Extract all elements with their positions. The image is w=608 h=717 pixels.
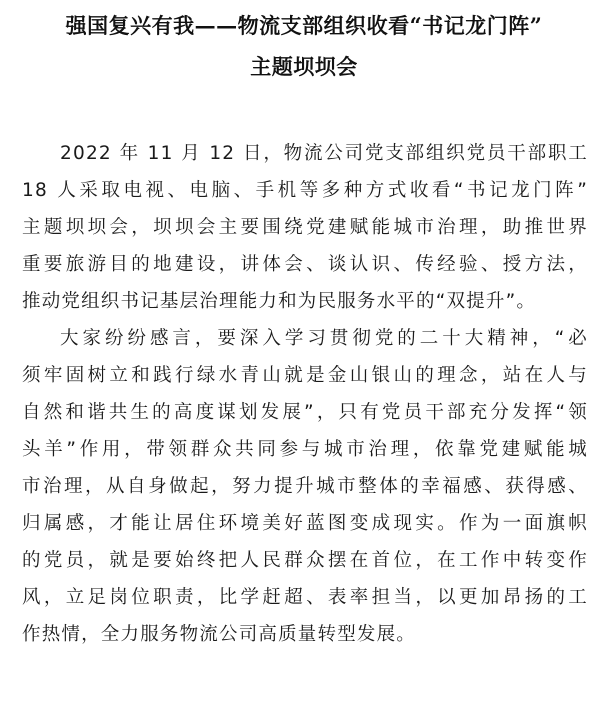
- text-line: 市治理，从自身做起，努力提升城市整体的幸福感、获得感、: [22, 476, 588, 497]
- text-line: 的党员，就是要始终把人民群众摆在首位，在工作中转变作: [22, 550, 588, 571]
- text-line: 自然和谐共生的高度谋划发展”，只有党员干部充分发挥“领: [22, 402, 588, 423]
- text-line: 作热情，全力服务物流公司高质量转型发展。: [22, 624, 417, 645]
- text-line: 推动党组织书记基层治理能力和为民服务水平的“双提升”。: [22, 291, 537, 312]
- paragraph-1: [22, 135, 588, 320]
- text-line: 大家纷纷感言，要深入学习贯彻党的二十大精神，“必: [60, 328, 588, 349]
- text-line: 归属感，才能让居住环境美好蓝图变成现实。作为一面旗帜: [22, 513, 588, 534]
- article-title-line-2: 主题坝坝会: [250, 54, 358, 79]
- text-line: 重要旅游目的地建设，讲体会、谈认识、传经验、授方法，: [22, 254, 588, 275]
- text-line: 风，立足岗位职责，比学赶超、表率担当，以更加昂扬的工: [22, 587, 588, 608]
- paragraph-2: [22, 320, 588, 653]
- text-line: 头羊”作用，带领群众共同参与城市治理，依靠党建赋能城: [22, 439, 588, 460]
- article-title-line-1: 强国复兴有我——物流支部组织收看“书记龙门阵”: [65, 13, 543, 38]
- text-line: 须牢固树立和践行绿水青山就是金山银山的理念，站在人与: [22, 365, 588, 386]
- text-line: 2022 年 11 月 12 日，物流公司党支部组织党员干部职工: [60, 143, 588, 164]
- text-line: 主题坝坝会，坝坝会主要围绕党建赋能城市治理，助推世界: [22, 217, 588, 238]
- article-body: [22, 135, 588, 653]
- text-line: 18 人采取电视、电脑、手机等多种方式收看“书记龙门阵”: [22, 180, 588, 201]
